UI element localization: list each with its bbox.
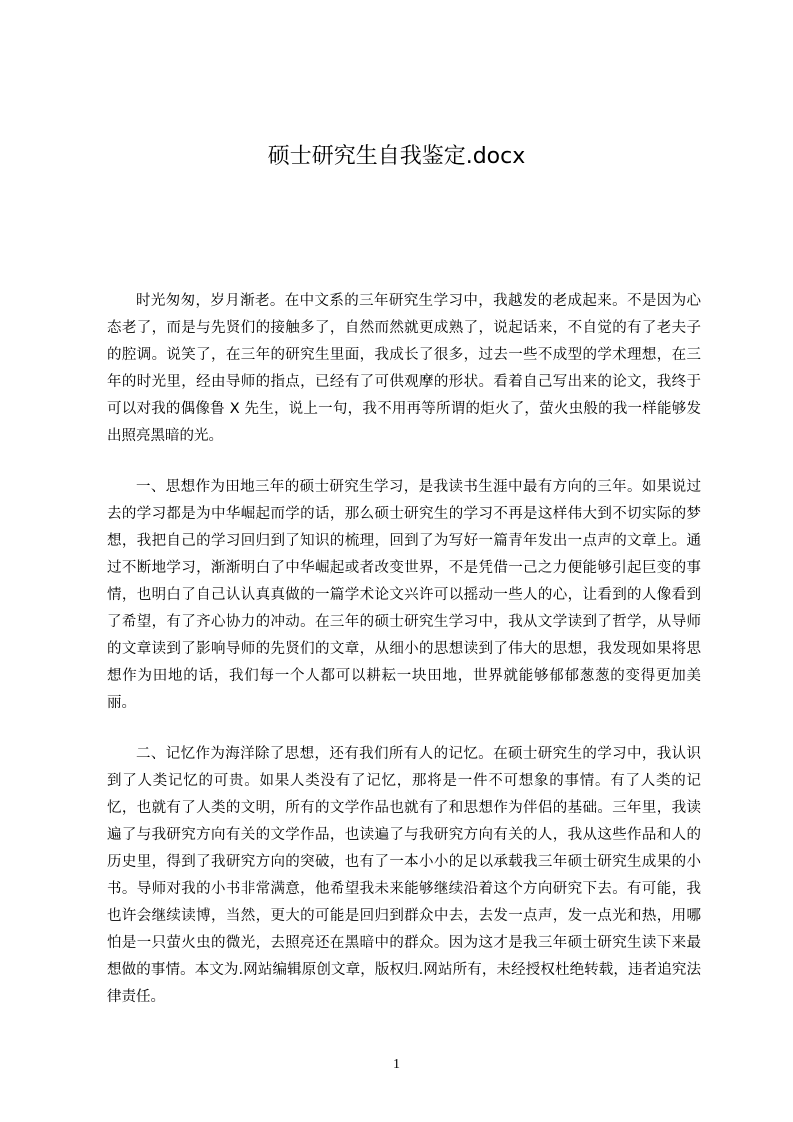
- page-number: 1: [393, 1057, 400, 1072]
- paragraph-intro: 时光匆匆，岁月渐老。在中文系的三年研究生学习中，我越发的老成起来。不是因为心态老了，而是与先贤们的接触多了，自然而然就更成熟了，说起话来，不自觉的有了老夫子的腔调。说笑了，在三年的研究生里面，我成长了很多，过去一些不成型的学术理想，在三年的时光里，经由导师的指点，已经有了可供观摩的形状。看着自己写出来的论文，我终于可以对我的偶像鲁 X 先生，说上一句，我不用再等所谓的炬火了，萤火虫般的我一样能够发出照亮黑暗的光。: [107, 293, 701, 444]
- paragraph-memory-as-ocean: 二、记忆作为海洋除了思想，还有我们所有人的记忆。在硕士研究生的学习中，我认识到了人类记忆的可贵。如果人类没有了记忆，那将是一件不可想象的事情。有了人类的记忆，也就有了人类的文明，所有的文学作品也就有了和思想作为伴侣的基础。三年里，我读遍了与我研究方向有关的文学作品，也读遍了与我研究方向有关的人，我从这些作品和人的历史里，得到了我研究方向的突破，也有了一本小小的足以承载我三年硕士研究生成果的小书。导师对我的小书非常满意，他希望我未来能够继续沿着这个方向研究下去。有可能，我也许会继续读博，当然，更大的可能是回归到群众中去，去发一点声，发一点光和热，用哪怕是一只萤火虫的微光，去照亮还在黑暗中的群众。因为这才是我三年硕士研究生读下来最想做的事情。本文为.网站编辑原创文章，版权归.网站所有，未经授权杜绝转载，违者追究法律责任。: [107, 746, 701, 1005]
- document-title: 硕士研究生自我鉴定.docx: [267, 144, 526, 169]
- paragraph-thought-as-field: 一、思想作为田地三年的硕士研究生学习，是我读书生涯中最有方向的三年。如果说过去的学习都是为中华崛起而学的话，那么硕士研究生的学习不再是这样伟大到不切实际的梦想，我把自己的学习回归到了知识的梳理，回到了为写好一篇青年发出一点声的文章上。通过不断地学习，渐渐明白了中华崛起或者改变世界，不是凭借一己之力便能够引起巨变的事情，也明白了自己认认真真做的一篇学术论文兴许可以摇动一些人的心，让看到的人像看到了希望，有了齐心协力的冲动。在三年的硕士研究生学习中，我从文学读到了哲学，从导师的文章读到了影响导师的先贤们的文章，从细小的思想读到了伟大的思想，我发现如果将思想作为田地的话，我们每一个人都可以耕耘一块田地，世界就能够郁郁葱葱的变得更加美丽。: [107, 479, 701, 711]
